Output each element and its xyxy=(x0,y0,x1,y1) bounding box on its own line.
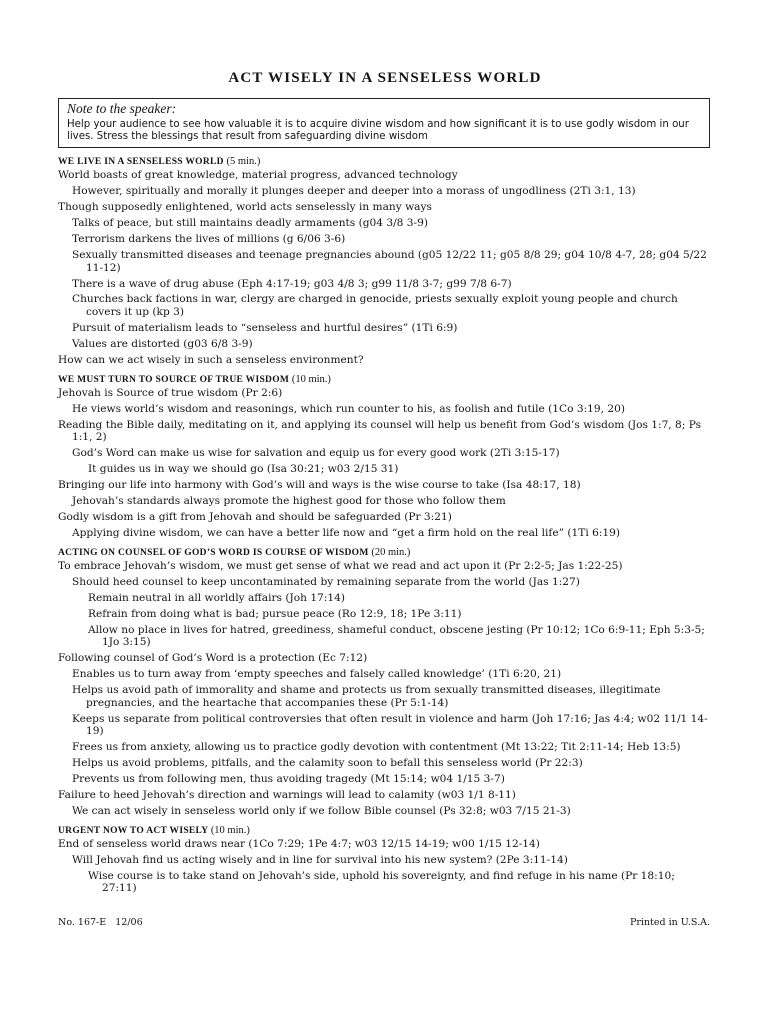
speaker-note-text: Help your audience to see how valuable it is to acquire divine wisdom and how significant it is to use godly wisdom in our lives. Stress the blessings that result from safeguarding divine wisdom xyxy=(67,119,689,142)
outline-point-level-1: Will Jehovah find us acting wisely and in line for survival into his new system? (2Pe 3:11-14) xyxy=(72,853,568,866)
speaker-note-heading: Note to the speaker: xyxy=(67,101,177,116)
footer-publication-number: No. 167-E 12/06 xyxy=(58,917,143,928)
section-title: WE MUST TURN TO SOURCE OF TRUE WISDOM xyxy=(58,374,290,385)
section-time: (10 min.) xyxy=(291,373,331,385)
outline-point-level-0: Though supposedly enlightened, world acts senselessly in many ways xyxy=(58,200,432,213)
section-heading xyxy=(58,546,712,560)
outline-point-level-2: Wise course is to take stand on Jehovah’s side, uphold his sovereignty, and find refuge in his name (Pr 18:10; 27:11) xyxy=(88,869,675,895)
section-heading xyxy=(58,824,712,838)
outline-point-level-1: There is a wave of drug abuse (Eph 4:17-19; g03 4/8 3; g99 11/8 3-7; g99 7/8 6-7) xyxy=(72,277,512,290)
outline-point-level-1: Pursuit of materialism leads to “senseless and hurtful desires” (1Ti 6:9) xyxy=(72,322,458,335)
outline-point-level-0: World boasts of great knowledge, material progress, advanced technology xyxy=(58,169,458,181)
outline-point-level-1: He views world’s wisdom and reasonings, which run counter to his, as foolish and futile (1Co 3:19, 20) xyxy=(72,402,625,415)
outline-point-level-0: How can we act wisely in such a senseless environment? xyxy=(58,354,364,367)
section-heading xyxy=(58,155,712,169)
outline-point-level-0: Godly wisdom is a gift from Jehovah and should be safeguarded (Pr 3:21) xyxy=(58,511,452,524)
outline-body xyxy=(58,155,712,898)
outline-point-level-1: Keeps us separate from political controversies that often result in violence and harm (Joh 17:16; Jas 4:4; w02 11/1 14-19) xyxy=(72,712,708,738)
outline-point-level-0: End of senseless world draws near (1Co 7:29; 1Pe 4:7; w03 12/15 14-19; w00 1/15 12-14) xyxy=(58,837,540,850)
section-time: (5 min.) xyxy=(226,156,261,167)
outline-point-level-1: Talks of peace, but still maintains deadly armaments (g04 3/8 3-9) xyxy=(72,216,428,229)
outline-point-level-0: Reading the Bible daily, meditating on it, and applying its counsel will help us benefit from God’s wisdom (Jos 1:7, 8; Ps 1:1, 2) xyxy=(58,418,702,444)
section-title: URGENT NOW TO ACT WISELY xyxy=(58,825,209,836)
footer-printed-in: Printed in U.S.A. xyxy=(629,917,710,928)
outline-point-level-1: Prevents us from following men, thus avoiding tragedy (Mt 15:14; w04 1/15 3-7) xyxy=(72,773,505,786)
outline-point-level-1: Helps us avoid problems, pitfalls, and the calamity soon to befall this senseless world (Pr 22:3) xyxy=(72,757,583,770)
outline-point-level-1: Helps us avoid path of immorality and shame and protects us from sexually transmitted diseases, illegitimate pregnancies, and the heartache that accompanies these (Pr 5:1-14) xyxy=(72,684,661,709)
section-title: WE LIVE IN A SENSELESS WORLD xyxy=(58,157,224,167)
outline-point-level-1: Terrorism darkens the lives of millions (g 6/06 3-6) xyxy=(72,232,346,245)
outline-point-level-1: God’s Word can make us wise for salvation and equip us for every good work (2Ti 3:15-17) xyxy=(72,447,560,460)
outline-point-level-0: Failure to heed Jehovah’s direction and warnings will lead to calamity (w03 1/1 8-11) xyxy=(58,789,516,802)
outline-point-level-1: Should heed counsel to keep uncontaminated by remaining separate from the world (Jas 1:27) xyxy=(72,575,580,588)
outline-point-level-1: Enables us to turn away from ‘empty speeches and falsely called knowledge’ (1Ti 6:20, 21) xyxy=(72,668,562,681)
section-heading xyxy=(58,373,712,387)
section-time: (20 min.) xyxy=(371,546,411,558)
outline-point-level-0: To embrace Jehovah’s wisdom, we must get sense of what we read and act upon it (Pr 2:2-5; Jas 1:22-25) xyxy=(58,559,623,572)
outline-point-level-0: Jehovah is Source of true wisdom (Pr 2:6) xyxy=(58,386,283,399)
page-title: ACT WISELY IN A SENSELESS WORLD xyxy=(228,70,542,86)
outline-point-level-0: Following counsel of God’s Word is a protection (Ec 7:12) xyxy=(58,652,368,665)
speaker-note-box xyxy=(58,98,710,148)
outline-point-level-1: Values are distorted (g03 6/8 3-9) xyxy=(72,338,253,351)
outline-point-level-1: Sexually transmitted diseases and teenage pregnancies abound (g05 12/22 11; g05 8/8 29; g04 10/8 4-7, 28; g04 5/22 11-12) xyxy=(72,248,707,274)
outline-point-level-1: Churches back factions in war, clergy are charged in genocide, priests sexually exploit young people and church covers it up (kp 3) xyxy=(72,293,678,319)
outline-point-level-1: Applying divine wisdom, we can have a better life now and “get a firm hold on the real life” (1Ti 6:19) xyxy=(72,527,621,540)
outline-point-level-2: Allow no place in lives for hatred, greediness, shameful conduct, obscene jesting (Pr 10:12; 1Co 6:9-11; Eph 5:3-5; 1Jo 3:15) xyxy=(88,623,705,649)
outline-point-level-1: Jehovah’s standards always promote the highest good for those who follow them xyxy=(72,495,506,508)
outline-point-level-2: Remain neutral in all worldly affairs (Joh 17:14) xyxy=(88,591,345,604)
footer xyxy=(58,917,710,928)
section-title: ACTING ON COUNSEL OF GOD’S WORD IS COURSE OF WISDOM xyxy=(58,547,369,558)
outline-point-level-2: It guides us in way we should go (Isa 30:21; w03 2/15 31) xyxy=(88,463,399,476)
outline-point-level-2: Refrain from doing what is bad; pursue peace (Ro 12:9, 18; 1Pe 3:11) xyxy=(88,607,462,620)
outline-point-level-0: Bringing our life into harmony with God’s will and ways is the wise course to take (Isa 48:17, 18) xyxy=(58,479,581,492)
outline-point-level-1: Frees us from anxiety, allowing us to practice godly devotion with contentment (Mt 13:22; Tit 2:11-14; Heb 13:5) xyxy=(72,741,681,754)
section-time: (10 min.) xyxy=(210,824,250,836)
outline-point-level-1: However, spiritually and morally it plunges deeper and deeper into a morass of ungodliness (2Ti 3:1, 13) xyxy=(72,184,636,197)
outline-point-level-1: We can act wisely in senseless world only if we follow Bible counsel (Ps 32:8; w03 7/15 21-3) xyxy=(72,805,571,818)
